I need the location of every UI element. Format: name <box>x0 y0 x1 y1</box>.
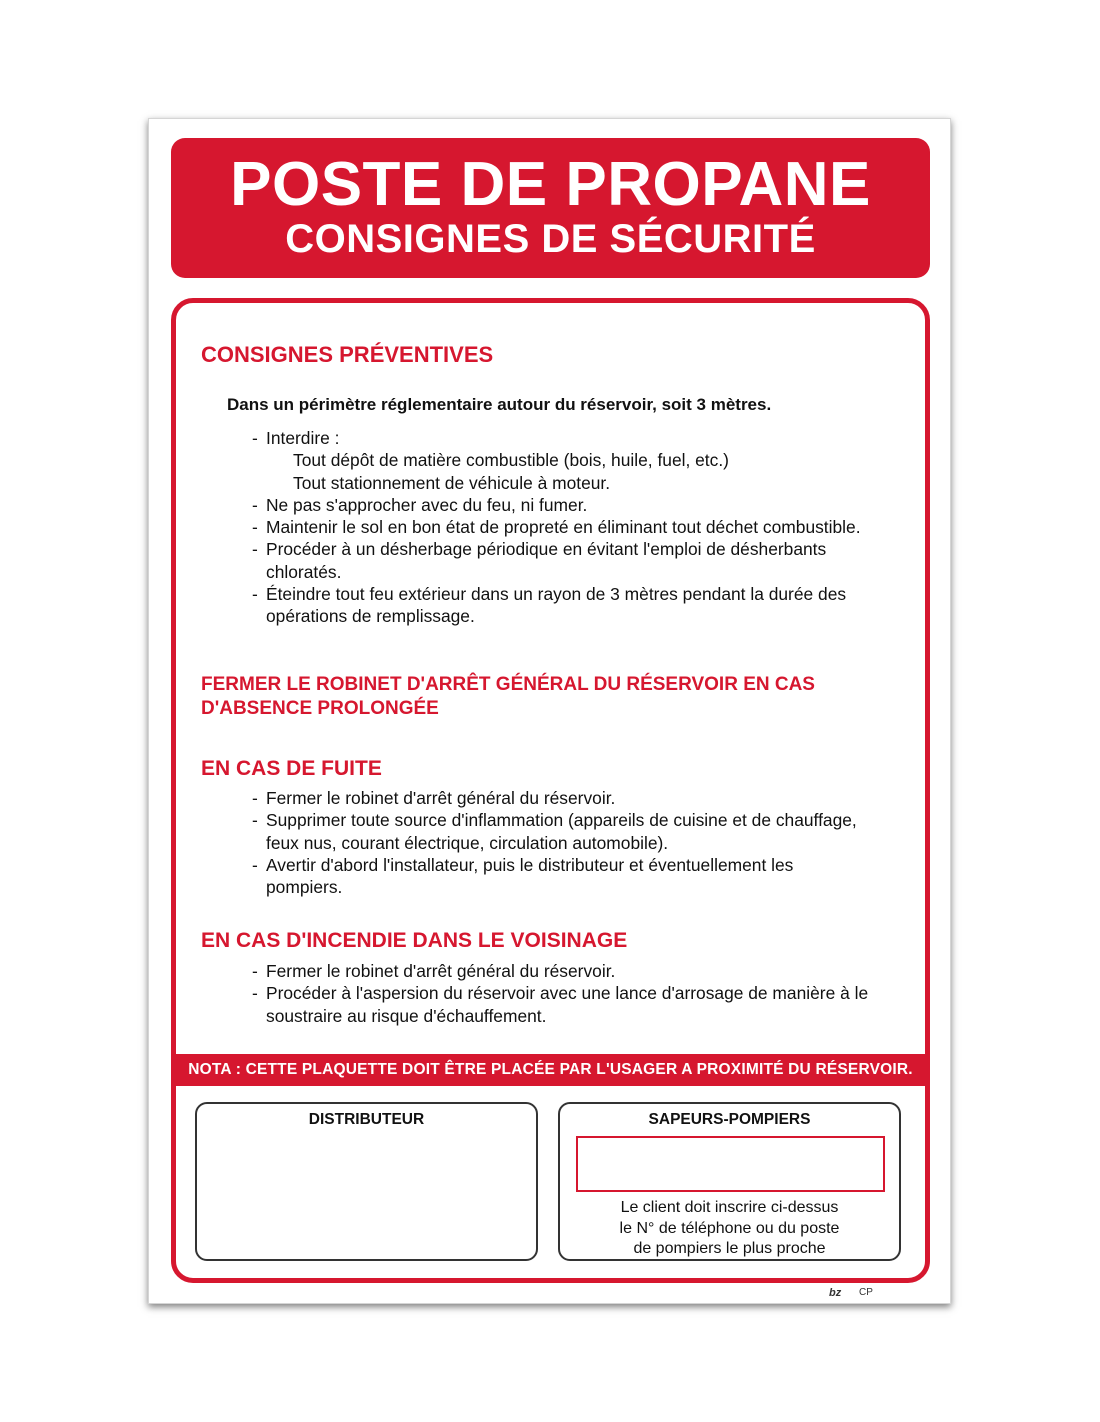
fire-list <box>252 960 872 1027</box>
firefighters-box <box>558 1102 901 1261</box>
list-item: - Procéder à un désherbage périodique en évitant l'emploi de désherbants chloratés. <box>252 538 872 583</box>
distributor-box <box>195 1102 538 1261</box>
note-line: de pompiers le plus proche <box>633 1240 826 1257</box>
product-code: CP <box>859 1287 873 1298</box>
list-item: - Interdire : <box>252 427 872 449</box>
list-item: - Fermer le robinet d'arrêt général du réservoir. <box>252 960 872 982</box>
list-item: - Maintenir le sol en bon état de propreté en éliminant tout déchet combustible. <box>252 516 872 538</box>
sign-title: POSTE DE PROPANE <box>230 150 871 219</box>
printer-mark: bz <box>829 1287 842 1299</box>
shutoff-warning-line2: D'ABSENCE PROLONGÉE <box>201 698 439 719</box>
list-item: - Fermer le robinet d'arrêt général du réservoir. <box>252 787 872 809</box>
firefighters-title: SAPEURS-POMPIERS <box>648 1111 811 1128</box>
list-item: - Ne pas s'approcher avec du feu, ni fumer. <box>252 494 872 516</box>
list-item: - Supprimer toute source d'inflammation (appareils de cuisine et de chauffage, feux nus, courant électrique, circulation automobile). <box>252 809 872 854</box>
nota-banner: NOTA : CETTE PLAQUETTE DOIT ÊTRE PLACÉE PAR L'USAGER A PROXIMITÉ DU RÉSERVOIR. <box>176 1054 925 1086</box>
leak-list <box>252 787 872 898</box>
list-subitem: Tout dépôt de matière combustible (bois, huile, fuel, etc.) <box>293 450 729 471</box>
list-item: - Avertir d'abord l'installateur, puis le distributeur et éventuellement les pompiers. <box>252 854 872 899</box>
preventive-heading: CONSIGNES PRÉVENTIVES <box>201 342 494 367</box>
shutoff-warning-line1: FERMER LE ROBINET D'ARRÊT GÉNÉRAL DU RÉSERVOIR EN CAS <box>201 674 815 695</box>
firefighters-note <box>560 1198 899 1260</box>
fire-heading: EN CAS D'INCENDIE DANS LE VOISINAGE <box>201 929 628 952</box>
note-line: Le client doit inscrire ci-dessus <box>620 1199 839 1216</box>
preventive-list <box>252 427 872 628</box>
firefighters-phone-field <box>576 1136 885 1192</box>
list-item: - Éteindre tout feu extérieur dans un rayon de 3 mètres pendant la durée des opérations de remplissage. <box>252 583 872 628</box>
note-line: le N° de téléphone ou du poste <box>619 1219 840 1237</box>
leak-heading: EN CAS DE FUITE <box>201 757 382 780</box>
preventive-intro: Dans un périmètre réglementaire autour du réservoir, soit 3 mètres. <box>227 395 772 414</box>
title-banner <box>171 138 930 278</box>
list-subitem: Tout stationnement de véhicule à moteur. <box>293 472 611 493</box>
distributor-title: DISTRIBUTEUR <box>308 1111 425 1128</box>
list-item: - Procéder à l'aspersion du réservoir avec une lance d'arrosage de manière à le soustraire au risque d'échauffement. <box>252 982 872 1027</box>
sign-subtitle: CONSIGNES DE SÉCURITÉ <box>285 217 816 261</box>
